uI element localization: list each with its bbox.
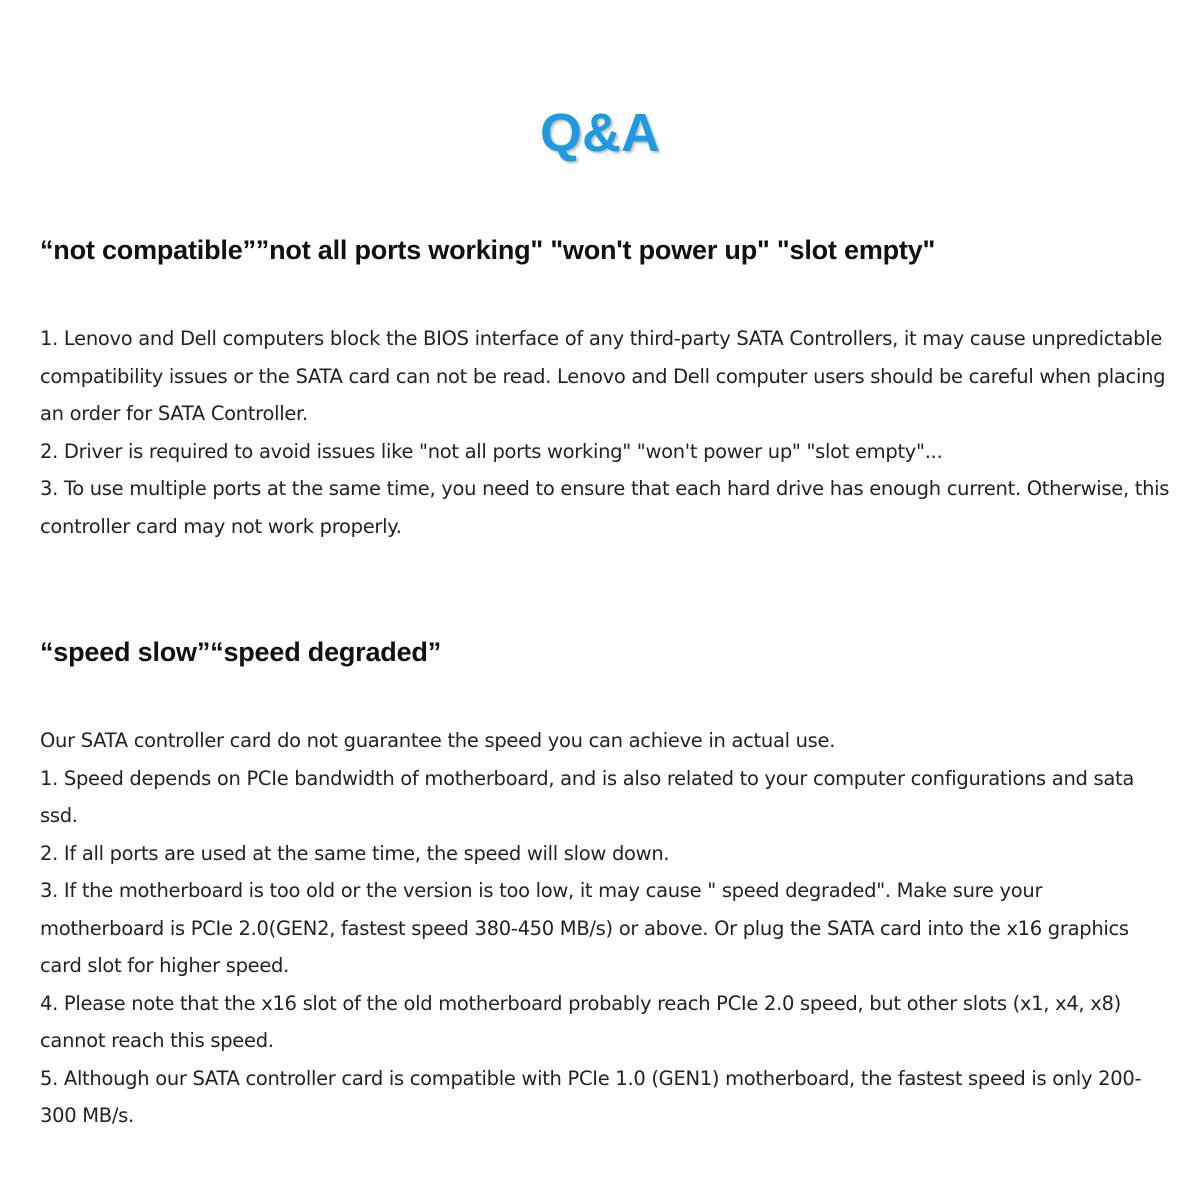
paragraph: 2. Driver is required to avoid issues like "not all ports working" "won't power up" "slot empty"...	[40, 439, 943, 463]
paragraph: 1. Lenovo and Dell computers block the BIOS interface of any third-party SATA Controllers, it may cause unpredictable compatibility issues or the SATA card can not be read. Lenovo and Dell computer users should be careful when placing an order for SATA Controller.	[40, 327, 1166, 425]
qa-section-compatibility	[40, 228, 1170, 545]
page-title: Q&A	[540, 103, 660, 163]
paragraph: 2. If all ports are used at the same time, the speed will slow down.	[40, 841, 670, 865]
paragraph: 3. If the motherboard is too old or the version is too low, it may cause " speed degraded". Make sure your motherboard is PCIe 2.0(GEN2, fastest speed 380-450 MB/s) or above. Or plug the SATA card into the x16 graphics card slot for higher speed.	[40, 879, 1129, 977]
section-heading: “speed slow”“speed degraded”	[40, 637, 442, 667]
section-heading: “not compatible””not all ports working" "won't power up" "slot empty"	[40, 235, 936, 265]
paragraph: 5. Although our SATA controller card is compatible with PCIe 1.0 (GEN1) motherboard, the fastest speed is only 200-300 MB/s.	[40, 1066, 1142, 1127]
paragraph: 3. To use multiple ports at the same time, you need to ensure that each hard drive has enough current. Otherwise, this controller card may not work properly.	[40, 477, 1170, 538]
paragraph: Our SATA controller card do not guarantee the speed you can achieve in actual use.	[40, 729, 836, 752]
qa-section-speed	[40, 630, 1170, 1135]
paragraph: 4. Please note that the x16 slot of the old motherboard probably reach PCIe 2.0 speed, but other slots (x1, x4, x8) cannot reach this speed.	[40, 991, 1121, 1052]
paragraph: 1. Speed depends on PCIe bandwidth of motherboard, and is also related to your computer configurations and sata ssd.	[40, 766, 1134, 827]
